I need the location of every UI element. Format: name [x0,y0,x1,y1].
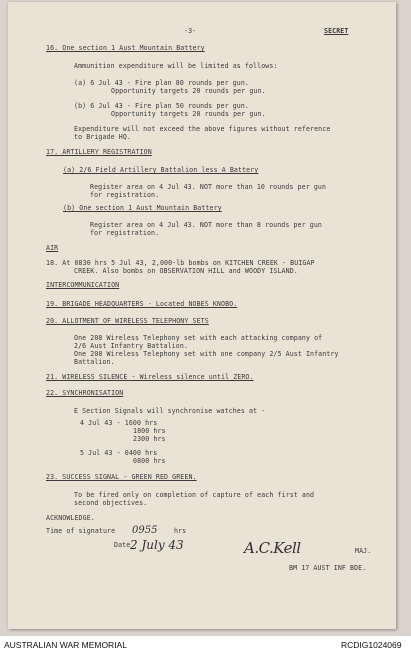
document-line: 5 Jul 43 - 0400 hrs [80,449,158,457]
document-line: BM 17 AUST INF BDE. [289,564,367,572]
document-line: 23. SUCCESS SIGNAL - GREEN RED GREEN. [46,473,197,481]
document-line: hrs [174,527,187,535]
document-line: Opportunity targets 20 rounds per gun. [111,87,266,95]
document-line: To be fired only on completion of capture of each first and [74,491,315,499]
document-line: 4 Jul 43 - 1600 hrs [80,419,158,427]
document-line: 20. ALLOTMENT OF WIRELESS TELEPHONY SETS [46,317,209,325]
classification-marking: SECRET [324,27,349,35]
footer-id: RCDIG1024069 [341,640,402,650]
document-line: 21. WIRELESS SILENCE - Wireless silence until ZERO. [46,373,254,381]
document-line: for registration. [90,191,160,199]
signature: A.C.Kell [244,539,301,557]
document-line: 2300 hrs [133,435,166,443]
document-line: 22. SYNCHRONISATION [46,389,124,397]
document-line: 16. One section 1 Aust Mountain Battery [46,44,205,52]
document-line: CREEK. Also bombs on OBSERVATION HILL and WOODY ISLAND. [74,267,298,275]
document-line: Register area on 4 Jul 43. NOT more than 10 rounds per gun [90,183,327,191]
document-line: Time of signature [46,527,116,535]
document-line: 17. ARTILLERY REGISTRATION [46,148,152,156]
archive-footer [0,636,411,654]
document-line: INTERCOMMUNICATION [46,281,120,289]
handwritten-date: 2 July 43 [130,538,184,552]
document-line: One 208 Wireless Telephony set with each attacking company of [74,334,323,342]
document-line: (a) 6 Jul 43 - Fire plan 80 rounds per gun. [74,79,249,87]
document-line: (a) 2/6 Field Artillery Battalion less A Battery [63,166,259,174]
document-line: MAJ. [355,547,372,555]
document-line: 2/6 Aust Infantry Battalion. [74,342,188,350]
document-line: Battalion. [74,358,115,366]
document-line: 19. BRIGADE HEADQUARTERS - Located NOBES KNOBO. [46,300,238,308]
document-line: ACKNOWLEDGE. [46,514,95,522]
document-line: (b) One section 1 Aust Mountain Battery [63,204,222,212]
document-line: to Brigade HQ. [74,133,131,141]
document-line: 1800 hrs [133,427,166,435]
document-page [8,2,396,629]
document-line: for registration. [90,229,160,237]
document-line: Opportunity targets 20 rounds per gun. [111,110,266,118]
document-line: (b) 6 Jul 43 - Fire plan 50 rounds per gun. [74,102,249,110]
document-line: 0800 hrs [133,457,166,465]
handwritten-time: 0955 [132,525,158,536]
page-number: -3- [184,27,197,35]
document-line: Register area on 4 Jul 43. NOT more than 8 rounds per gun [90,221,322,229]
document-line: One 208 Wireless Telephony set with one company 2/5 Aust Infantry [74,350,339,358]
document-line: Ammunition expenditure will be limited as follows: [74,62,278,70]
document-line: AIR [46,244,59,252]
document-line: second objectives. [74,499,148,507]
document-line: Expenditure will not exceed the above figures without reference [74,125,331,133]
document-line: E Section Signals will synchronise watches at - [74,407,266,415]
document-line: 18. At 0830 hrs 5 Jul 43, 2,000-lb bombs on KITCHEN CREEK - BUIGAP [46,259,315,267]
document-line: Date [114,541,131,549]
footer-source: AUSTRALIAN WAR MEMORIAL [4,640,127,650]
